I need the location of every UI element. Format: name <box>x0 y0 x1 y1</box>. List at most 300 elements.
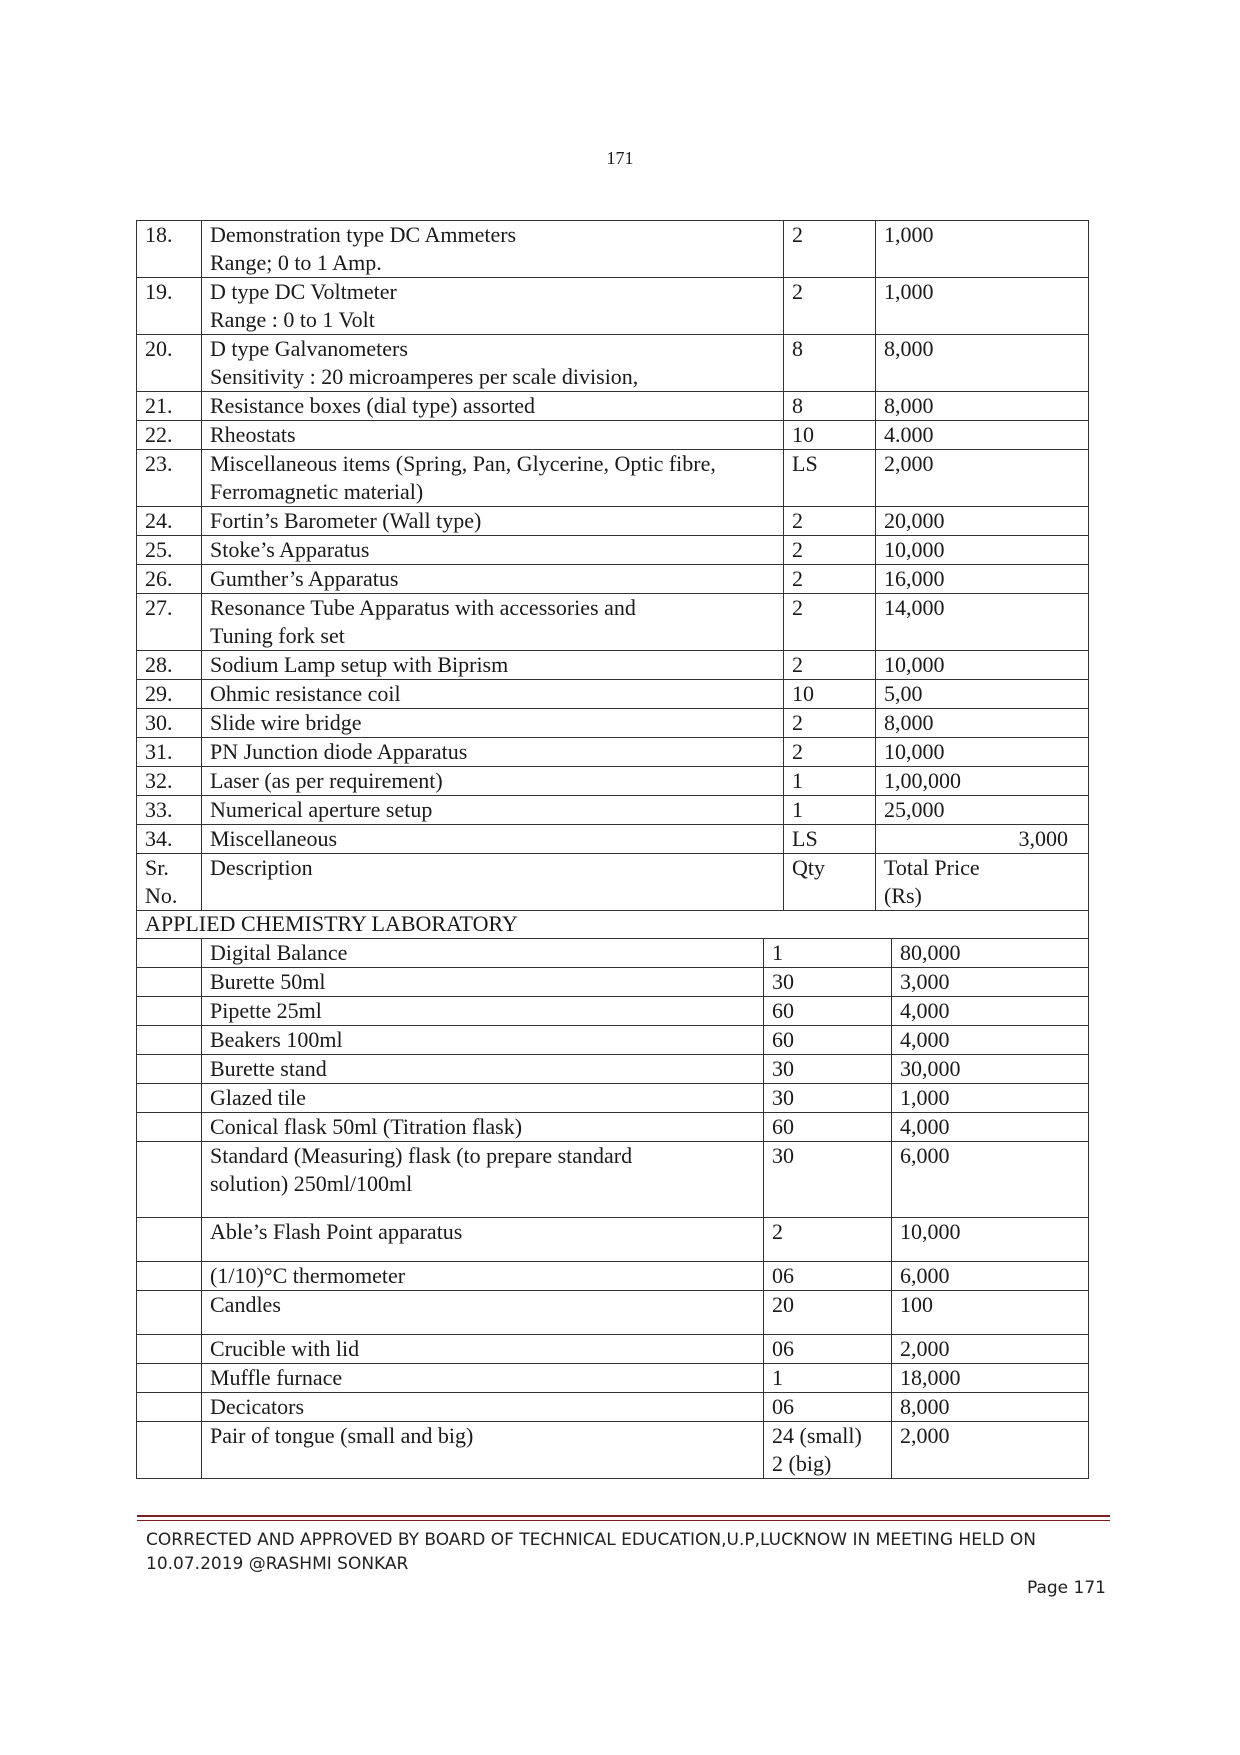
table-row <box>137 565 1089 594</box>
price-cell <box>876 767 1089 796</box>
sr-no-cell <box>137 1113 202 1142</box>
price-cell-line: 4,000 <box>900 1027 950 1052</box>
table-row <box>137 1335 1089 1364</box>
description-cell-line: Laser (as per requirement) <box>210 768 443 793</box>
sr-no-cell <box>137 1055 202 1084</box>
price-cell <box>876 450 1089 507</box>
price-cell-line: 30,000 <box>900 1056 961 1081</box>
price-cell-line: 14,000 <box>884 595 945 620</box>
price-cell-line: 10,000 <box>884 537 945 562</box>
table-row <box>137 1055 1089 1084</box>
sr-no-cell <box>137 680 202 709</box>
price-cell-line: 4,000 <box>900 1114 950 1139</box>
qty-cell-line: 24 (small) <box>772 1423 862 1448</box>
qty-cell <box>764 939 892 968</box>
sr-no-cell-line: 23. <box>145 451 173 476</box>
price-cell-line: 8,000 <box>900 1394 950 1419</box>
description-cell-line: Range : 0 to 1 Volt <box>210 307 375 332</box>
table-row <box>137 221 1089 278</box>
qty-cell <box>764 1084 892 1113</box>
qty-cell-line: 06 <box>772 1336 794 1361</box>
sr-no-cell-line: 20. <box>145 336 173 361</box>
table-row <box>137 392 1089 421</box>
description-cell <box>202 536 784 565</box>
description-cell-line: Tuning fork set <box>210 623 345 648</box>
description-cell <box>202 1055 764 1084</box>
qty-cell-line: 60 <box>772 1114 794 1139</box>
price-cell <box>892 1335 1089 1364</box>
qty-cell <box>784 709 876 738</box>
qty-cell-line: 1 <box>792 797 803 822</box>
table-row <box>137 450 1089 507</box>
qty-cell-line: 2 <box>792 537 803 562</box>
table-row <box>137 1422 1089 1479</box>
qty-cell-line: 06 <box>772 1394 794 1419</box>
qty-cell <box>784 796 876 825</box>
qty-cell-line: 2 <box>792 595 803 620</box>
sr-no-cell-line: 21. <box>145 393 173 418</box>
sr-no-cell <box>137 1364 202 1393</box>
description-cell <box>202 278 784 335</box>
sr-no-cell-line: 28. <box>145 652 173 677</box>
qty-cell-line: 2 <box>792 222 803 247</box>
description-cell-line: Able’s Flash Point apparatus <box>210 1219 463 1244</box>
table-row <box>137 968 1089 997</box>
sr-no-cell-line: 18. <box>145 222 173 247</box>
qty-cell <box>784 738 876 767</box>
description-cell <box>202 767 784 796</box>
qty-cell <box>764 1291 892 1335</box>
description-cell-line: Conical flask 50ml (Titration flask) <box>210 1114 523 1139</box>
qty-cell-line: 2 (big) <box>772 1451 832 1476</box>
description-cell <box>202 1026 764 1055</box>
qty-cell-line: 2 <box>792 652 803 677</box>
description-cell-line: Candles <box>210 1292 281 1317</box>
description-cell <box>202 651 784 680</box>
sr-no-cell-line: 26. <box>145 566 173 591</box>
qty-cell <box>764 1335 892 1364</box>
description-cell-line: D type Galvanometers <box>210 336 408 361</box>
qty-cell-line: 2 <box>792 508 803 533</box>
description-cell <box>202 738 784 767</box>
qty-cell-line: LS <box>792 451 818 476</box>
price-cell <box>876 335 1089 392</box>
qty-cell <box>764 1422 892 1479</box>
description-cell-line: Pipette 25ml <box>210 998 322 1023</box>
price-cell-line: 25,000 <box>884 797 945 822</box>
description-cell-line: Stoke’s Apparatus <box>210 537 370 562</box>
sr-no-cell-line: 22. <box>145 422 173 447</box>
description-cell <box>202 1142 764 1218</box>
qty-cell <box>764 1262 892 1291</box>
qty-cell-line: 60 <box>772 998 794 1023</box>
description-cell <box>202 594 784 651</box>
description-cell <box>202 997 764 1026</box>
price-cell <box>876 278 1089 335</box>
physics-equipment-table <box>136 220 1089 911</box>
price-cell <box>892 1142 1089 1218</box>
sr-no-cell-line: 31. <box>145 739 173 764</box>
price-cell-line: 100 <box>900 1292 933 1317</box>
sr-no-cell <box>137 854 202 911</box>
description-cell-line: Slide wire bridge <box>210 710 362 735</box>
price-cell-line: 5,00 <box>884 681 923 706</box>
description-cell-line: Crucible with lid <box>210 1336 360 1361</box>
sr-no-cell <box>137 1335 202 1364</box>
qty-cell <box>784 335 876 392</box>
table-row <box>137 1142 1089 1218</box>
price-cell-line: 2,000 <box>900 1423 950 1448</box>
sr-no-cell-line: 33. <box>145 797 173 822</box>
price-cell <box>892 1364 1089 1393</box>
description-cell <box>202 1422 764 1479</box>
description-cell-line: Resistance boxes (dial type) assorted <box>210 393 536 418</box>
qty-cell-line: 2 <box>792 739 803 764</box>
qty-cell-line: 2 <box>772 1219 783 1244</box>
sr-no-cell <box>137 1084 202 1113</box>
price-cell-line: 4.000 <box>884 422 934 447</box>
qty-cell <box>764 1364 892 1393</box>
table-row <box>137 939 1089 968</box>
price-cell-line: 1,000 <box>900 1085 950 1110</box>
price-cell <box>892 968 1089 997</box>
sr-no-cell <box>137 997 202 1026</box>
sr-no-cell <box>137 1422 202 1479</box>
qty-cell <box>764 968 892 997</box>
qty-cell <box>784 507 876 536</box>
qty-cell-line: 2 <box>792 279 803 304</box>
qty-cell-line: 2 <box>792 710 803 735</box>
price-cell <box>892 1422 1089 1479</box>
price-cell-line: 10,000 <box>884 652 945 677</box>
sr-no-cell <box>137 565 202 594</box>
price-cell-line: 4,000 <box>900 998 950 1023</box>
table-row <box>137 1262 1089 1291</box>
description-cell-line: Rheostats <box>210 422 296 447</box>
description-cell-line: solution) 250ml/100ml <box>210 1171 413 1196</box>
qty-cell <box>784 651 876 680</box>
price-cell <box>892 997 1089 1026</box>
qty-cell-line: 2 <box>792 566 803 591</box>
sr-no-cell-line: 32. <box>145 768 173 793</box>
qty-cell-line: 1 <box>772 1365 783 1390</box>
sr-no-cell <box>137 709 202 738</box>
sr-no-cell <box>137 767 202 796</box>
price-cell-line: 8,000 <box>884 393 934 418</box>
description-cell-line: Description <box>210 855 313 880</box>
description-cell-line: Ferromagnetic material) <box>210 479 424 504</box>
sr-no-cell-line: 25. <box>145 537 173 562</box>
table-row <box>137 1364 1089 1393</box>
description-cell <box>202 796 784 825</box>
description-cell-line: Sodium Lamp setup with Biprism <box>210 652 509 677</box>
qty-cell <box>764 1055 892 1084</box>
price-cell-line: 2,000 <box>884 451 934 476</box>
table-row <box>137 796 1089 825</box>
description-cell-line: Standard (Measuring) flask (to prepare standard <box>210 1143 633 1168</box>
sr-no-cell <box>137 738 202 767</box>
section-title-row <box>137 910 1089 939</box>
price-cell <box>876 594 1089 651</box>
sr-no-cell <box>137 1393 202 1422</box>
description-cell-line: Gumther’s Apparatus <box>210 566 399 591</box>
price-cell <box>892 1393 1089 1422</box>
page-number-top: 171 <box>606 148 634 168</box>
table-row <box>137 1113 1089 1142</box>
price-cell <box>876 680 1089 709</box>
price-cell-line: 16,000 <box>884 566 945 591</box>
table-row <box>137 536 1089 565</box>
sr-no-cell <box>137 1218 202 1262</box>
qty-cell <box>764 1026 892 1055</box>
price-cell <box>876 565 1089 594</box>
price-cell <box>876 738 1089 767</box>
table-row <box>137 1026 1089 1055</box>
qty-cell-line: 8 <box>792 393 803 418</box>
description-cell-line: PN Junction diode Apparatus <box>210 739 468 764</box>
description-cell-line: Muffle furnace <box>210 1365 343 1390</box>
description-cell-line: Pair of tongue (small and big) <box>210 1423 474 1448</box>
price-cell <box>876 421 1089 450</box>
price-cell-line: 3,000 <box>1018 826 1068 851</box>
price-cell-line: 8,000 <box>884 336 934 361</box>
sr-no-cell <box>137 392 202 421</box>
qty-cell-line: 30 <box>772 1085 794 1110</box>
price-cell <box>892 1218 1089 1262</box>
price-cell-line: 20,000 <box>884 508 945 533</box>
footer-page-number: Page 171 <box>1026 1578 1106 1598</box>
qty-cell-line: 60 <box>772 1027 794 1052</box>
description-cell <box>202 565 784 594</box>
price-cell <box>892 1026 1089 1055</box>
description-cell <box>202 854 784 911</box>
description-cell <box>202 335 784 392</box>
price-cell <box>892 1262 1089 1291</box>
sr-no-cell-line: 24. <box>145 508 173 533</box>
qty-cell <box>784 450 876 507</box>
price-cell <box>876 507 1089 536</box>
qty-cell-line: 30 <box>772 1143 794 1168</box>
qty-cell-line: 10 <box>792 422 814 447</box>
price-cell <box>892 939 1089 968</box>
price-cell-line: (Rs) <box>884 883 922 908</box>
description-cell-line: (1/10)°C thermometer <box>210 1263 406 1288</box>
price-cell <box>892 1113 1089 1142</box>
description-cell-line: Resonance Tube Apparatus with accessories and <box>210 595 636 620</box>
price-cell <box>876 651 1089 680</box>
qty-cell <box>764 1142 892 1218</box>
price-cell-line: 2,000 <box>900 1336 950 1361</box>
table-row <box>137 651 1089 680</box>
section-title: APPLIED CHEMISTRY LABORATORY <box>137 910 1089 939</box>
description-cell <box>202 1393 764 1422</box>
qty-cell <box>784 854 876 911</box>
table-row <box>137 709 1089 738</box>
qty-cell-line: 1 <box>772 940 783 965</box>
table-row <box>137 997 1089 1026</box>
description-cell <box>202 1113 764 1142</box>
sr-no-cell-line: 19. <box>145 279 173 304</box>
qty-cell-line: 1 <box>792 768 803 793</box>
description-cell-line: Burette stand <box>210 1056 327 1081</box>
description-cell-line: Fortin’s Barometer (Wall type) <box>210 508 482 533</box>
sr-no-cell <box>137 968 202 997</box>
description-cell <box>202 1218 764 1262</box>
price-cell-line: 18,000 <box>900 1365 961 1390</box>
description-cell <box>202 221 784 278</box>
sr-no-cell <box>137 335 202 392</box>
qty-cell <box>784 392 876 421</box>
footer-line-1: CORRECTED AND APPROVED BY BOARD OF TECHNICAL EDUCATION,U.P,LUCKNOW IN MEETING HELD ON <box>146 1530 1037 1550</box>
qty-cell <box>784 594 876 651</box>
price-cell-line: 1,000 <box>884 222 934 247</box>
qty-cell-line: 30 <box>772 969 794 994</box>
price-cell-line: 1,00,000 <box>884 768 961 793</box>
sr-no-cell <box>137 1026 202 1055</box>
description-cell-line: Miscellaneous items (Spring, Pan, Glycerine, Optic fibre, <box>210 451 716 476</box>
price-cell <box>876 854 1089 911</box>
price-cell <box>892 1055 1089 1084</box>
table-row <box>137 825 1089 854</box>
description-cell <box>202 939 764 968</box>
description-cell-line: Ohmic resistance coil <box>210 681 401 706</box>
table-row <box>137 278 1089 335</box>
description-cell-line: Burette 50ml <box>210 969 326 994</box>
qty-cell-line: 10 <box>792 681 814 706</box>
description-cell <box>202 1335 764 1364</box>
table-row <box>137 1393 1089 1422</box>
sr-no-cell <box>137 221 202 278</box>
description-cell-line: Beakers 100ml <box>210 1027 343 1052</box>
qty-cell <box>764 1218 892 1262</box>
price-cell <box>892 1084 1089 1113</box>
sr-no-cell-line: 30. <box>145 710 173 735</box>
sr-no-cell-line: Sr. <box>145 855 169 880</box>
qty-cell <box>784 825 876 854</box>
sr-no-cell <box>137 1291 202 1335</box>
description-cell <box>202 680 784 709</box>
sr-no-cell <box>137 651 202 680</box>
description-cell <box>202 421 784 450</box>
description-cell <box>202 1262 764 1291</box>
price-cell-line: 80,000 <box>900 940 961 965</box>
description-cell-line: Range; 0 to 1 Amp. <box>210 250 382 275</box>
description-cell-line: Decicators <box>210 1394 305 1419</box>
table-row <box>137 1084 1089 1113</box>
description-cell-line: Numerical aperture setup <box>210 797 433 822</box>
price-cell <box>876 796 1089 825</box>
sr-no-cell-line: No. <box>145 883 178 908</box>
table-row <box>137 680 1089 709</box>
table-row <box>137 507 1089 536</box>
table-row <box>137 738 1089 767</box>
qty-cell <box>784 221 876 278</box>
qty-cell <box>764 997 892 1026</box>
price-cell-line: 10,000 <box>900 1219 961 1244</box>
table-row <box>137 594 1089 651</box>
qty-cell <box>784 767 876 796</box>
price-cell-line: 6,000 <box>900 1143 950 1168</box>
description-cell <box>202 392 784 421</box>
sr-no-cell <box>137 507 202 536</box>
price-cell-line: 3,000 <box>900 969 950 994</box>
qty-cell-line: 20 <box>772 1292 794 1317</box>
price-cell <box>876 392 1089 421</box>
description-cell <box>202 450 784 507</box>
qty-cell-line: LS <box>792 826 818 851</box>
sr-no-cell <box>137 594 202 651</box>
table-row <box>137 1218 1089 1262</box>
description-cell <box>202 709 784 738</box>
qty-cell <box>784 421 876 450</box>
qty-cell <box>764 1113 892 1142</box>
qty-cell <box>784 680 876 709</box>
sr-no-cell <box>137 1262 202 1291</box>
sr-no-cell <box>137 536 202 565</box>
sr-no-cell-line: 29. <box>145 681 173 706</box>
sr-no-cell <box>137 421 202 450</box>
qty-cell <box>784 565 876 594</box>
price-cell <box>876 536 1089 565</box>
qty-cell <box>764 1393 892 1422</box>
qty-cell-line: 8 <box>792 336 803 361</box>
price-cell <box>876 825 1089 854</box>
description-cell <box>202 1084 764 1113</box>
description-cell <box>202 825 784 854</box>
table-row <box>137 335 1089 392</box>
description-cell-line: Demonstration type DC Ammeters <box>210 222 517 247</box>
description-cell <box>202 968 764 997</box>
table-row <box>137 1291 1089 1335</box>
description-cell <box>202 1364 764 1393</box>
price-cell <box>892 1291 1089 1335</box>
description-cell-line: Miscellaneous <box>210 826 338 851</box>
footer-approval-text <box>146 1528 1106 1576</box>
qty-cell-line: 30 <box>772 1056 794 1081</box>
qty-cell <box>784 278 876 335</box>
sr-no-cell-line: 27. <box>145 595 173 620</box>
sr-no-cell-line: 34. <box>145 826 173 851</box>
description-cell-line: D type DC Voltmeter <box>210 279 397 304</box>
description-cell-line: Digital Balance <box>210 940 348 965</box>
price-cell-line: 10,000 <box>884 739 945 764</box>
description-cell <box>202 507 784 536</box>
sr-no-cell <box>137 278 202 335</box>
sr-no-cell <box>137 1142 202 1218</box>
sr-no-cell <box>137 796 202 825</box>
price-cell <box>876 709 1089 738</box>
sr-no-cell <box>137 450 202 507</box>
price-cell-line: 1,000 <box>884 279 934 304</box>
price-cell <box>876 221 1089 278</box>
qty-cell-line: 06 <box>772 1263 794 1288</box>
qty-cell <box>784 536 876 565</box>
sr-no-cell <box>137 825 202 854</box>
price-cell-line: 8,000 <box>884 710 934 735</box>
footer-line-2: 10.07.2019 @RASHMI SONKAR <box>146 1554 409 1574</box>
table-row <box>137 421 1089 450</box>
description-cell <box>202 1291 764 1335</box>
table-row <box>137 767 1089 796</box>
price-cell-line: 6,000 <box>900 1263 950 1288</box>
table-row <box>137 854 1089 911</box>
description-cell-line: Glazed tile <box>210 1085 306 1110</box>
qty-cell-line: Qty <box>792 855 825 880</box>
price-cell-line: Total Price <box>884 855 980 880</box>
chemistry-equipment-table <box>136 910 1089 1479</box>
description-cell-line: Sensitivity : 20 microamperes per scale division, <box>210 364 639 389</box>
footer-rule <box>137 1515 1110 1521</box>
